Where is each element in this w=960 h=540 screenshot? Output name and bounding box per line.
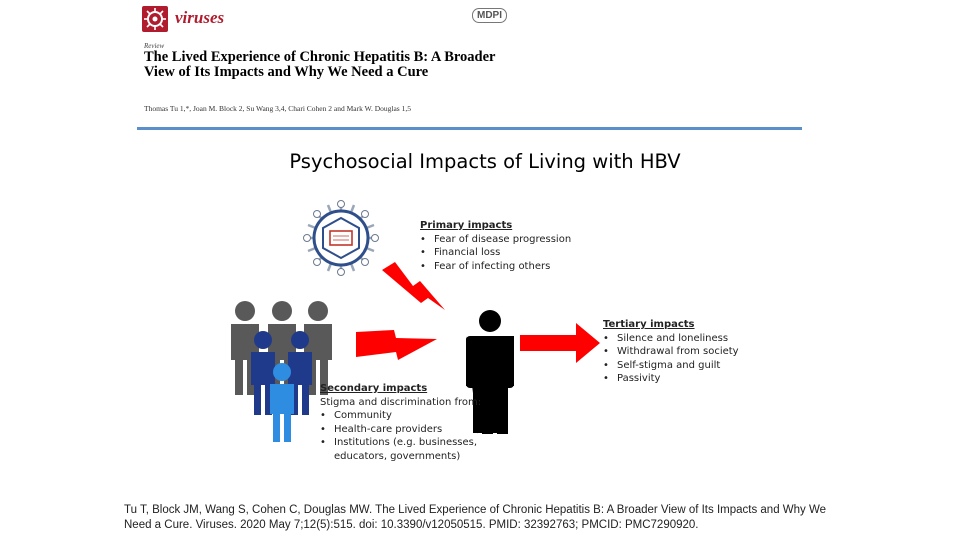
list-item: • Health-care providers bbox=[320, 423, 481, 437]
secondary-impacts bbox=[320, 382, 481, 463]
article-authors: Thomas Tu 1,*, Joan M. Block 2, Su Wang 3,4, Chari Cohen 2 and Mark W. Douglas 1,5 bbox=[144, 104, 411, 113]
crowd-icon bbox=[231, 301, 332, 442]
list-item: • Institutions (e.g. businesses, bbox=[320, 436, 481, 450]
list-item: • Passivity bbox=[603, 372, 739, 386]
diagram-title: Psychosocial Impacts of Living with HBV bbox=[289, 150, 681, 173]
list-item: • Silence and loneliness bbox=[603, 332, 739, 346]
publisher-logo: MDPI bbox=[472, 8, 507, 23]
tertiary-impacts bbox=[603, 318, 739, 386]
list-item-continuation: educators, governments) bbox=[334, 450, 461, 462]
list-item: • Financial loss bbox=[420, 246, 571, 260]
citation: Tu T, Block JM, Wang S, Cohen C, Douglas MW. The Lived Experience of Chronic Hepatitis B: A Broader View of Its Impacts and Why We Need a Cure. Viruses. 2020 May 7;12(5):515. doi: 10.3390/v12050515. PMID: 32392763; PMCID: PMC7290920. bbox=[124, 504, 827, 531]
journal-name: viruses bbox=[175, 8, 225, 27]
list-item: • Withdrawal from society bbox=[603, 345, 739, 359]
tertiary-impacts-heading: Tertiary impacts bbox=[603, 319, 695, 330]
secondary-impacts-heading: Secondary impacts bbox=[320, 383, 428, 394]
list-item: • Fear of infecting others bbox=[420, 260, 571, 274]
secondary-impacts-intro: Stigma and discrimination from: bbox=[320, 396, 482, 408]
list-item: • Community bbox=[320, 409, 481, 423]
primary-impacts bbox=[420, 219, 571, 273]
right-arrow-icon bbox=[520, 323, 600, 363]
article-type: Review bbox=[144, 42, 165, 50]
primary-impacts-heading: Primary impacts bbox=[420, 220, 513, 231]
virus-icon bbox=[304, 201, 379, 276]
list-item: • Fear of disease progression bbox=[420, 233, 571, 247]
article-title: The Lived Experience of Chronic Hepatitis B: A Broader View of Its Impacts and Why We Need a Cure bbox=[144, 49, 496, 80]
list-item: • Self-stigma and guilt bbox=[603, 359, 739, 373]
lightning-arrow-icon bbox=[356, 330, 437, 360]
